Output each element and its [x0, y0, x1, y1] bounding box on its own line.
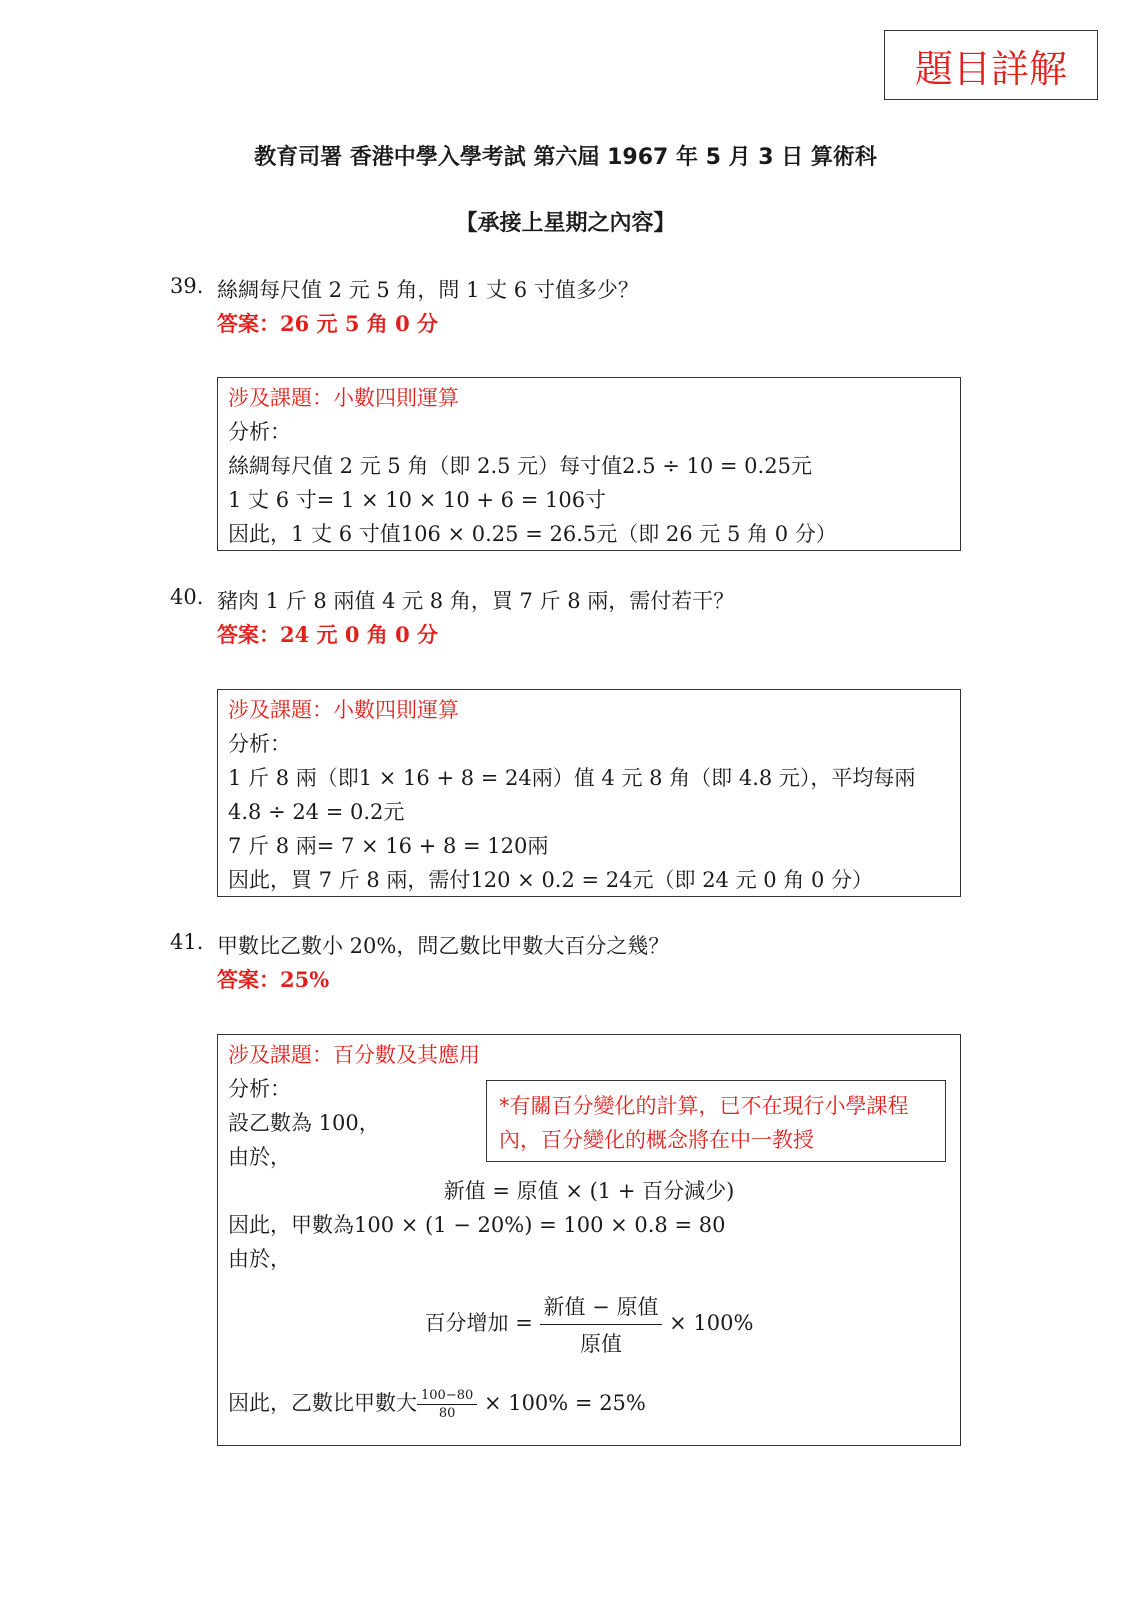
- page-subtitle: 【承接上星期之內容】: [455, 211, 676, 236]
- analysis-box: [217, 1034, 961, 1446]
- fraction-bar: [540, 1324, 663, 1325]
- analysis-line: 4.8 ÷ 24 = 0.2元: [228, 800, 405, 824]
- topic-heading: 涉及課題：百分數及其應用: [228, 1043, 480, 1067]
- topic-heading: 涉及課題：小數四則運算: [228, 386, 459, 410]
- analysis-box: [217, 689, 961, 897]
- fraction-denominator: 原值: [579, 1332, 622, 1356]
- question-text: 絲綢每尺值 2 元 5 角，問 1 丈 6 寸值多少？: [217, 278, 639, 302]
- fraction-numerator: 100−80: [421, 1388, 474, 1403]
- percent-increase-formula: [218, 1291, 960, 1358]
- analysis-line: 1 斤 8 兩（即1 × 16 + 8 = 24兩）值 4 元 8 角（即 4.8 元），平均每兩: [228, 766, 916, 790]
- topic-heading: 涉及課題：小數四則運算: [228, 698, 459, 722]
- answer: 答案：26 元 5 角 0 分: [217, 311, 439, 336]
- fraction-bar: [417, 1404, 477, 1405]
- analysis-box: [217, 377, 961, 551]
- analysis-line: 因此，買 7 斤 8 兩，需付120 × 0.2 = 24元（即 24 元 0 角 0 分）: [228, 868, 874, 892]
- analysis-line: 設乙數為 100，: [228, 1111, 380, 1135]
- analysis-line: 分析：: [228, 420, 291, 444]
- conclusion-line: [228, 1387, 646, 1421]
- fraction-denominator: 80: [438, 1406, 456, 1421]
- analysis-line: 因此，甲數為100 × (1 − 20%) = 100 × 0.8 = 80: [228, 1213, 726, 1237]
- curriculum-note: *有關百分變化的計算，已不在現行小學課程內，百分變化的概念將在中一教授: [486, 1080, 946, 1162]
- analysis-line: 絲綢每尺值 2 元 5 角（即 2.5 元）每寸值2.5 ÷ 10 = 0.25元: [228, 454, 812, 478]
- title-stamp: 題目詳解: [884, 30, 1098, 100]
- formula-lhs: 百分增加 =: [424, 1311, 533, 1335]
- analysis-line: 7 斤 8 兩= 7 × 16 + 8 = 120兩: [228, 834, 549, 858]
- formula-rhs: × 100%: [669, 1311, 754, 1335]
- fraction-numerator: 新值 − 原值: [543, 1295, 659, 1319]
- answer: 答案：25%: [217, 967, 330, 992]
- analysis-line: 由於，: [228, 1247, 291, 1271]
- page-title: 教育司署 香港中學入學考試 第六屆 1967 年 5 月 3 日 算術科: [254, 145, 877, 170]
- conclusion-prefix: 因此，乙數比甲數大: [228, 1391, 417, 1415]
- analysis-line: 由於，: [228, 1145, 291, 1169]
- formula-fraction: [540, 1291, 663, 1358]
- analysis-line: 因此，1 丈 6 寸值106 × 0.25 = 26.5元（即 26 元 5 角 0 分）: [228, 522, 837, 546]
- question-number: 41.: [170, 930, 204, 954]
- answer: 答案：24 元 0 角 0 分: [217, 622, 439, 647]
- question-number: 39.: [170, 274, 204, 298]
- question-number: 40.: [170, 585, 204, 609]
- question-text: 豬肉 1 斤 8 兩值 4 元 8 角，買 7 斤 8 兩，需付若干？: [217, 589, 735, 613]
- question-text: 甲數比乙數小 20%，問乙數比甲數大百分之幾？: [217, 934, 670, 958]
- conclusion-fraction: [417, 1388, 477, 1421]
- analysis-line: 分析：: [228, 1077, 291, 1101]
- analysis-line: 1 丈 6 寸= 1 × 10 × 10 + 6 = 106寸: [228, 488, 607, 512]
- conclusion-suffix: × 100% = 25%: [483, 1391, 646, 1415]
- analysis-line: 分析：: [228, 732, 291, 756]
- formula-line: 新值 = 原值 × (1 + 百分減少): [443, 1179, 735, 1203]
